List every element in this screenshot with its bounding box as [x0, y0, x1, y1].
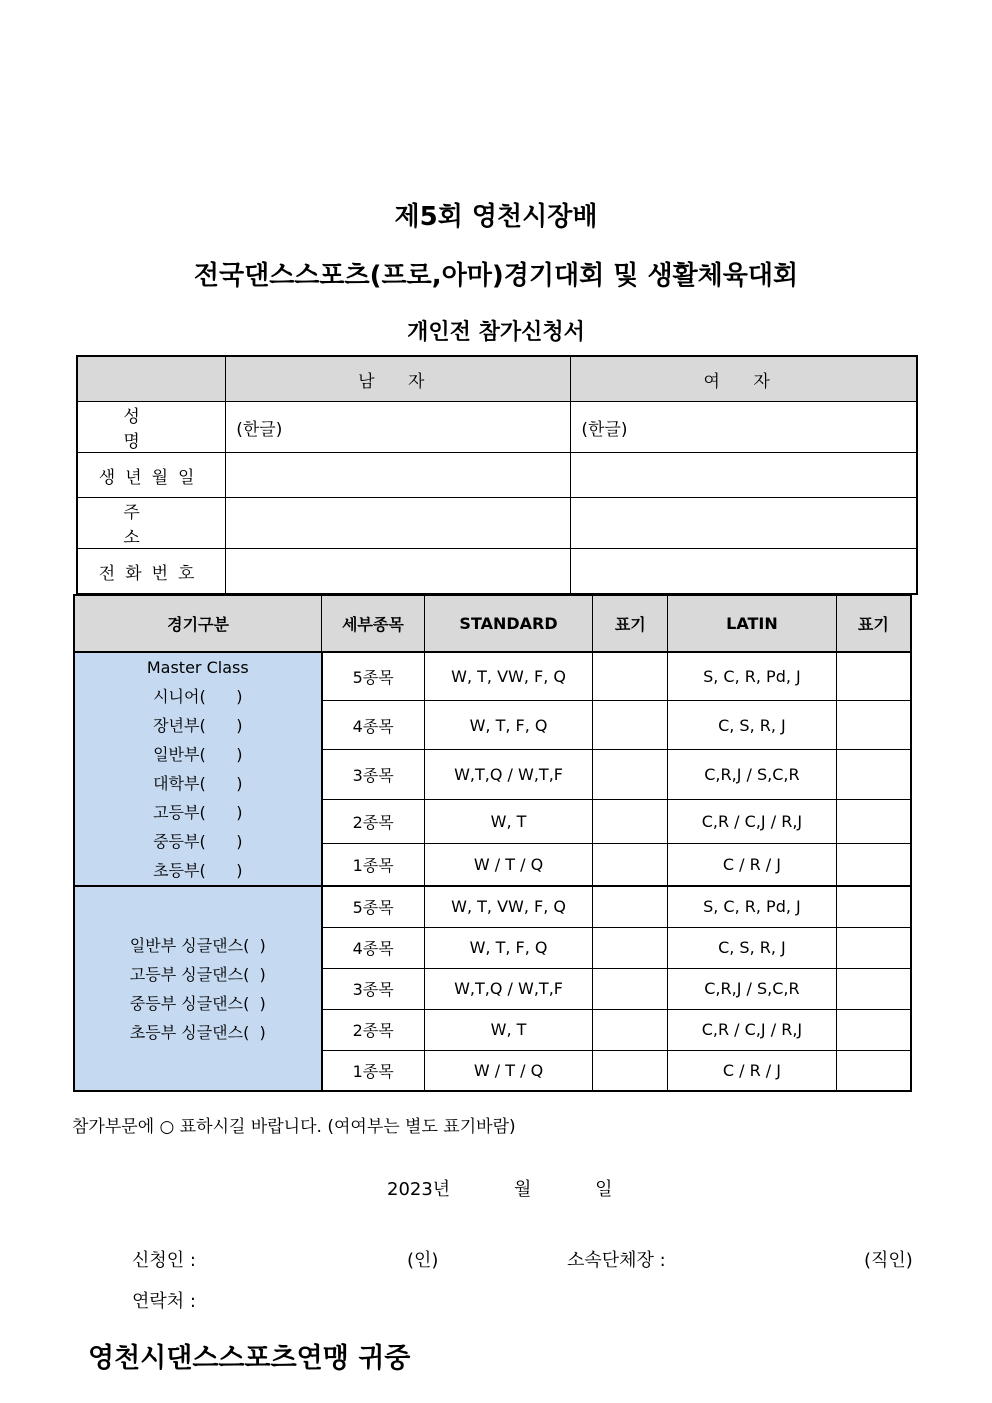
standard-dances: W, T [424, 1009, 593, 1050]
latin-dances: C,R,J / S,C,R [668, 968, 837, 1009]
latin-dances: C, S, R, J [668, 701, 837, 750]
standard-mark-cell[interactable] [593, 750, 668, 800]
contact-label: 연락처 : [132, 1291, 196, 1312]
category-line: 고등부 싱글댄스( ) [129, 964, 266, 984]
standard-mark-cell[interactable] [593, 843, 668, 886]
latin-mark-cell[interactable] [836, 750, 911, 800]
header-standard-mark: 표기 [593, 595, 668, 652]
info-header-male: 남 자 [226, 356, 571, 402]
standard-mark-cell[interactable] [593, 701, 668, 750]
category-single-dance[interactable] [74, 886, 322, 1091]
female-address-field[interactable] [571, 498, 917, 549]
female-phone-field[interactable] [571, 549, 917, 595]
participant-info-table [76, 355, 918, 595]
event-count: 2종목 [322, 1009, 425, 1050]
date-day: 일 [595, 1179, 613, 1200]
category-line: 중등부 싱글댄스( ) [129, 993, 266, 1013]
application-date [387, 1175, 612, 1201]
category-line: 초등부 싱글댄스( ) [129, 1022, 266, 1042]
latin-dances: C, S, R, J [668, 927, 837, 968]
male-birthdate-field[interactable] [226, 453, 571, 498]
event-selection-table [73, 594, 912, 1092]
header-latin: LATIN [668, 595, 837, 652]
standard-dances: W,T,Q / W,T,F [424, 968, 593, 1009]
standard-mark-cell[interactable] [593, 927, 668, 968]
latin-dances: C,R / C,J / R,J [668, 1009, 837, 1050]
standard-dances: W, T [424, 800, 593, 844]
event-count: 2종목 [322, 800, 425, 844]
latin-dances: C,R / C,J / R,J [668, 800, 837, 844]
latin-mark-cell[interactable] [836, 1009, 911, 1050]
standard-mark-cell[interactable] [593, 886, 668, 927]
header-standard: STANDARD [424, 595, 593, 652]
male-name-field[interactable]: (한글) [226, 402, 571, 453]
applicant-seal: (인) [407, 1250, 439, 1271]
info-header-blank [77, 356, 226, 402]
latin-mark-cell[interactable] [836, 652, 911, 701]
standard-dances: W,T,Q / W,T,F [424, 750, 593, 800]
standard-mark-cell[interactable] [593, 968, 668, 1009]
header-event-count: 세부종목 [322, 595, 425, 652]
event-count: 4종목 [322, 701, 425, 750]
label-birthdate: 생년월일 [77, 453, 226, 498]
group-head-label: 소속단체장 : [567, 1250, 666, 1271]
date-month: 월 [513, 1179, 532, 1200]
applicant-label: 신청인 : [132, 1250, 196, 1271]
latin-mark-cell[interactable] [836, 843, 911, 886]
category-line: 일반부( ) [153, 745, 243, 764]
latin-dances: S, C, R, Pd, J [668, 886, 837, 927]
male-address-field[interactable] [226, 498, 571, 549]
category-line: 시니어( ) [153, 687, 243, 706]
category-line: 대학부( ) [153, 774, 243, 793]
category-master-class[interactable] [74, 652, 322, 886]
latin-mark-cell[interactable] [836, 886, 911, 927]
event-count: 1종목 [322, 843, 425, 886]
female-name-field[interactable]: (한글) [571, 402, 917, 453]
latin-mark-cell[interactable] [836, 1050, 911, 1091]
label-name: 성 명 [77, 402, 226, 453]
latin-dances: C,R,J / S,C,R [668, 750, 837, 800]
category-line: 중등부( ) [153, 832, 243, 851]
event-count: 1종목 [322, 1050, 425, 1091]
standard-mark-cell[interactable] [593, 1009, 668, 1050]
latin-mark-cell[interactable] [836, 968, 911, 1009]
recipient-footer: 영천시댄스스포츠연맹 귀중 [88, 1343, 411, 1374]
latin-dances: S, C, R, Pd, J [668, 652, 837, 701]
category-line: 초등부( ) [153, 861, 243, 880]
standard-dances: W / T / Q [424, 1050, 593, 1091]
event-count: 3종목 [322, 750, 425, 800]
page-title: 제5회 영천시장배 [394, 202, 598, 232]
event-count: 5종목 [322, 652, 425, 701]
info-header-female: 여 자 [571, 356, 917, 402]
latin-mark-cell[interactable] [836, 927, 911, 968]
event-count: 5종목 [322, 886, 425, 927]
group-head-seal: (직인) [864, 1250, 913, 1271]
form-title: 개인전 참가신청서 [407, 320, 585, 345]
latin-mark-cell[interactable] [836, 800, 911, 844]
category-line: 일반부 싱글댄스( ) [129, 935, 266, 955]
female-birthdate-field[interactable] [571, 453, 917, 498]
latin-dances: C / R / J [668, 1050, 837, 1091]
label-phone: 전화번호 [77, 549, 226, 595]
header-latin-mark: 표기 [836, 595, 911, 652]
category-line: 고등부( ) [153, 803, 243, 822]
instruction-note: 참가부문에 ○ 표하시길 바랍니다. (여여부는 별도 표기바람) [72, 1117, 516, 1137]
standard-dances: W, T, VW, F, Q [424, 886, 593, 927]
category-line: 장년부( ) [153, 716, 243, 735]
category-line: Master Class [146, 658, 249, 677]
standard-dances: W, T, F, Q [424, 701, 593, 750]
event-count: 4종목 [322, 927, 425, 968]
standard-dances: W, T, F, Q [424, 927, 593, 968]
standard-mark-cell[interactable] [593, 652, 668, 701]
standard-mark-cell[interactable] [593, 1050, 668, 1091]
header-category: 경기구분 [74, 595, 322, 652]
latin-mark-cell[interactable] [836, 701, 911, 750]
date-year: 2023년 [387, 1179, 451, 1200]
standard-dances: W, T, VW, F, Q [424, 652, 593, 701]
male-phone-field[interactable] [226, 549, 571, 595]
page-subtitle: 전국댄스스포츠(프로,아마)경기대회 및 생활체육대회 [193, 261, 799, 291]
label-address: 주 소 [77, 498, 226, 549]
standard-mark-cell[interactable] [593, 800, 668, 844]
latin-dances: C / R / J [668, 843, 837, 886]
standard-dances: W / T / Q [424, 843, 593, 886]
event-count: 3종목 [322, 968, 425, 1009]
